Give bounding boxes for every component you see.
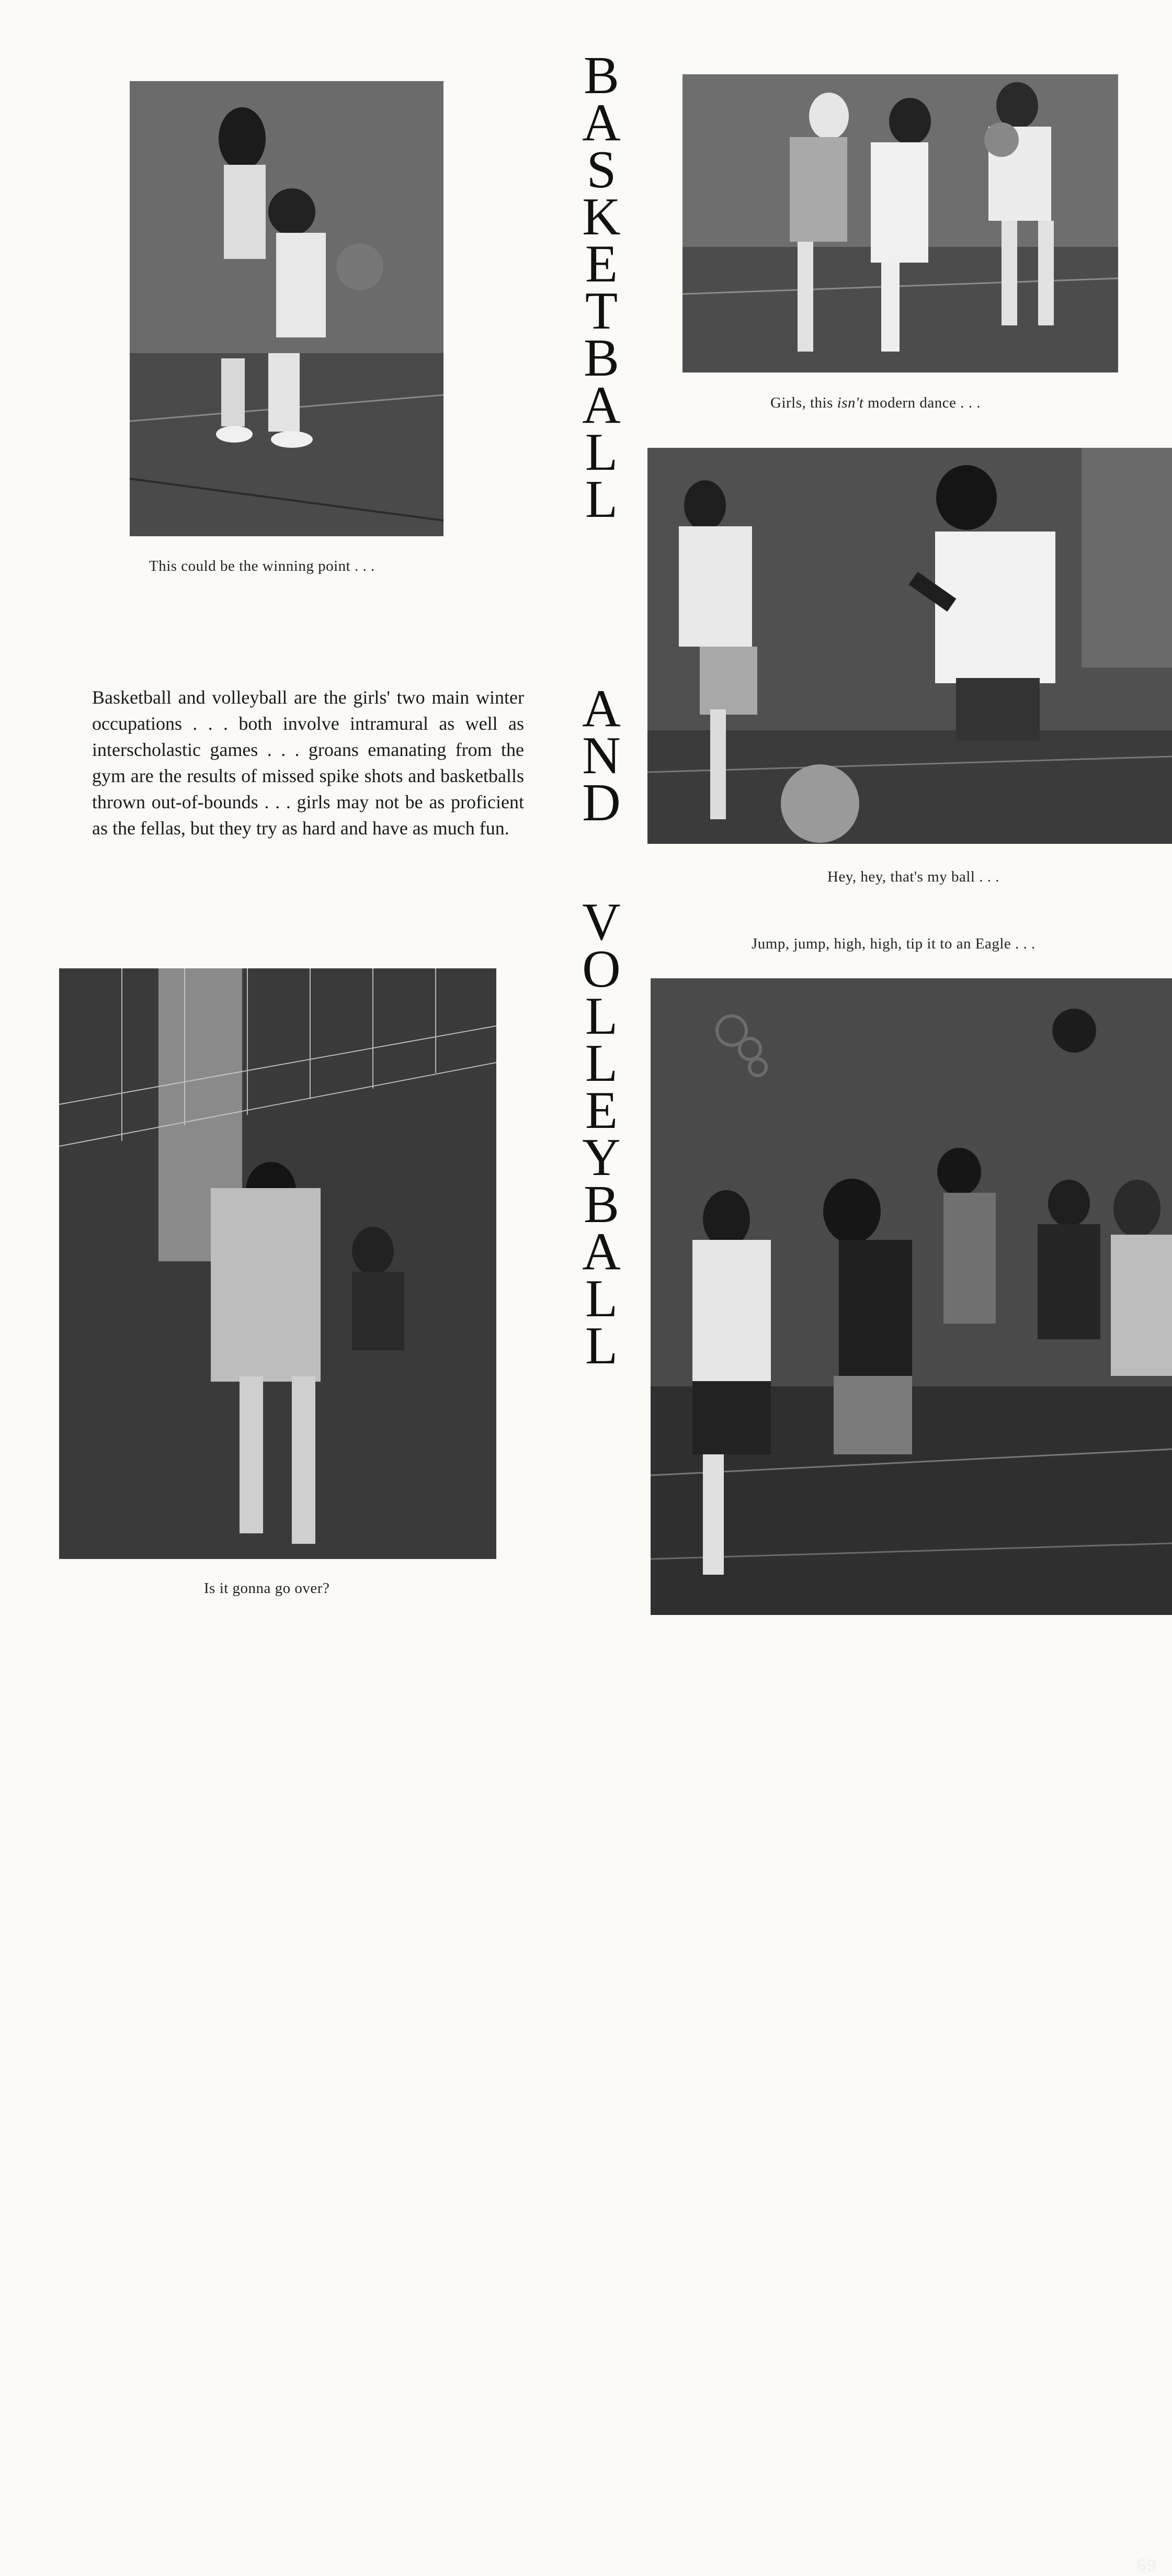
title-letter: L [585,470,618,529]
title-letter: A [582,376,621,435]
title-volleyball [554,892,648,1375]
title-letter: S [586,140,617,199]
page-number: 69 [1136,2556,1156,2575]
title-letter: L [585,1316,618,1375]
title-letter: D [582,773,621,832]
title-letter: B [583,46,620,105]
caption-modern-dance-post: modern dance . . . [863,394,981,411]
caption-go-over: Is it gonna go over? [204,1580,330,1597]
photo-go-over [59,968,496,1559]
photo-tip-to-eagle [651,978,1172,2575]
caption-modern-dance-emphasis: isn't [837,394,864,411]
title-letter: A [582,679,621,738]
title-letter: T [585,281,618,341]
title-letter: L [585,987,618,1046]
title-and [554,679,648,832]
title-basketball [554,46,648,529]
body-paragraph: Basketball and volleyball are the girls' two main winter occupations . . . both involve intramural as well as interscholastic games . . . groans emanating from the gym are the results of missed spike shots and basketballs thrown out-of-bounds . . . girls may not be as proficient as the fellas, but they try as hard and have as much fun. [92,687,524,839]
title-letter: N [582,726,621,785]
title-letter: K [582,187,621,246]
title-letter: L [585,1269,618,1328]
title-letter: B [583,329,620,388]
photo-winning-point [130,81,443,536]
title-letter: Y [582,1128,621,1187]
caption-modern-dance-pre: Girls, this [770,394,837,411]
title-letter: A [582,1222,621,1281]
title-letter: B [583,1175,620,1234]
title-letter: L [585,423,618,482]
photo-my-ball [647,448,1172,844]
caption-modern-dance [770,394,981,412]
title-letter: L [585,1034,618,1093]
caption-tip-to-eagle: Jump, jump, high, high, tip it to an Eagle . . . [752,935,1036,952]
title-letter: V [582,892,621,952]
title-letter: E [585,234,618,293]
title-letter: A [582,93,621,152]
caption-winning-point: This could be the winning point . . . [149,558,375,574]
title-letter: E [585,1081,618,1140]
caption-my-ball: Hey, hey, that's my ball . . . [827,868,999,885]
title-letter: O [582,940,621,999]
photo-modern-dance [682,74,1118,372]
